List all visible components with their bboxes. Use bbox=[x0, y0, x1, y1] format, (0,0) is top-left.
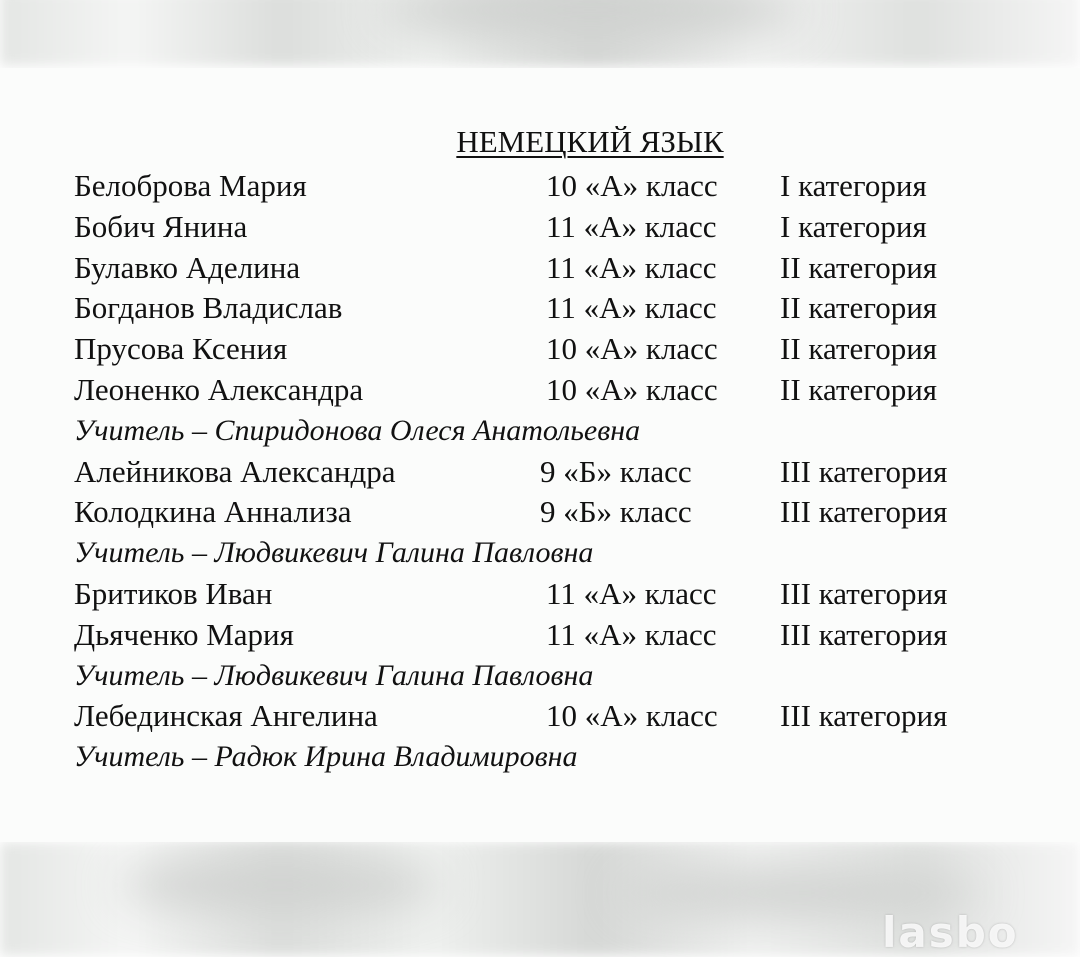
student-class: 11 «А» класс bbox=[546, 616, 717, 652]
teacher-line bbox=[74, 737, 1014, 778]
student-class: 11 «А» класс bbox=[546, 290, 717, 326]
list-item bbox=[74, 166, 1014, 207]
teacher-line bbox=[74, 411, 1014, 452]
list-item bbox=[74, 492, 1014, 533]
student-name: Колодкина Аннализа bbox=[74, 494, 352, 530]
teacher-name: Учитель – Людвикевич Галина Павловна bbox=[74, 658, 594, 692]
student-list bbox=[74, 166, 1014, 778]
student-class: 9 «Б» класс bbox=[540, 494, 692, 530]
student-category: III категория bbox=[780, 575, 948, 611]
student-name: Алейникова Александра bbox=[74, 453, 396, 489]
teacher-name: Учитель – Радюк Ирина Владимировна bbox=[74, 740, 578, 774]
student-category: III категория bbox=[780, 616, 948, 652]
student-class: 9 «Б» класс bbox=[540, 453, 692, 489]
student-class: 11 «А» класс bbox=[546, 208, 717, 244]
teacher-name: Учитель – Спиридонова Олеся Анатольевна bbox=[74, 413, 641, 447]
student-category: III категория bbox=[780, 453, 948, 489]
student-category: III категория bbox=[780, 494, 948, 530]
document-heading: НЕМЕЦКИЙ ЯЗЫК bbox=[456, 124, 724, 159]
student-name: Дьяченко Мария bbox=[74, 616, 294, 652]
blurred-shape bbox=[120, 860, 440, 910]
list-item bbox=[74, 207, 1014, 248]
watermark-logo: lasbo bbox=[882, 908, 1019, 957]
student-name: Булавко Аделина bbox=[74, 249, 301, 285]
list-item bbox=[74, 248, 1014, 289]
list-item bbox=[74, 452, 1014, 493]
student-category: I категория bbox=[780, 208, 927, 244]
student-class: 10 «А» класс bbox=[546, 371, 718, 407]
student-name: Лебединская Ангелина bbox=[74, 698, 378, 734]
student-name: Богданов Владислав bbox=[74, 290, 343, 326]
student-class: 10 «А» класс bbox=[546, 331, 718, 367]
student-name: Прусова Ксения bbox=[74, 331, 288, 367]
list-item bbox=[74, 615, 1014, 656]
student-name: Бобич Янина bbox=[74, 208, 248, 244]
list-item bbox=[74, 288, 1014, 329]
student-class: 11 «А» класс bbox=[546, 575, 717, 611]
student-category: II категория bbox=[780, 331, 938, 367]
student-name: Белоброва Мария bbox=[74, 168, 307, 203]
student-class: 10 «А» класс bbox=[546, 698, 718, 734]
teacher-line bbox=[74, 533, 1014, 574]
list-item bbox=[74, 574, 1014, 615]
student-category: II категория bbox=[780, 290, 938, 326]
student-class: 10 «А» класс bbox=[546, 168, 718, 203]
teacher-name: Учитель – Людвикевич Галина Павловна bbox=[74, 536, 594, 570]
student-category: III категория bbox=[780, 698, 948, 734]
student-name: Леоненко Александра bbox=[74, 371, 364, 407]
list-item bbox=[74, 370, 1014, 411]
student-class: 11 «А» класс bbox=[546, 249, 717, 285]
teacher-line bbox=[74, 656, 1014, 697]
student-name: Бритиков Иван bbox=[74, 575, 273, 611]
student-category: I категория bbox=[780, 168, 927, 203]
student-category: II категория bbox=[780, 371, 938, 407]
list-item bbox=[74, 696, 1014, 737]
list-item bbox=[74, 329, 1014, 370]
student-category: II категория bbox=[780, 249, 938, 285]
